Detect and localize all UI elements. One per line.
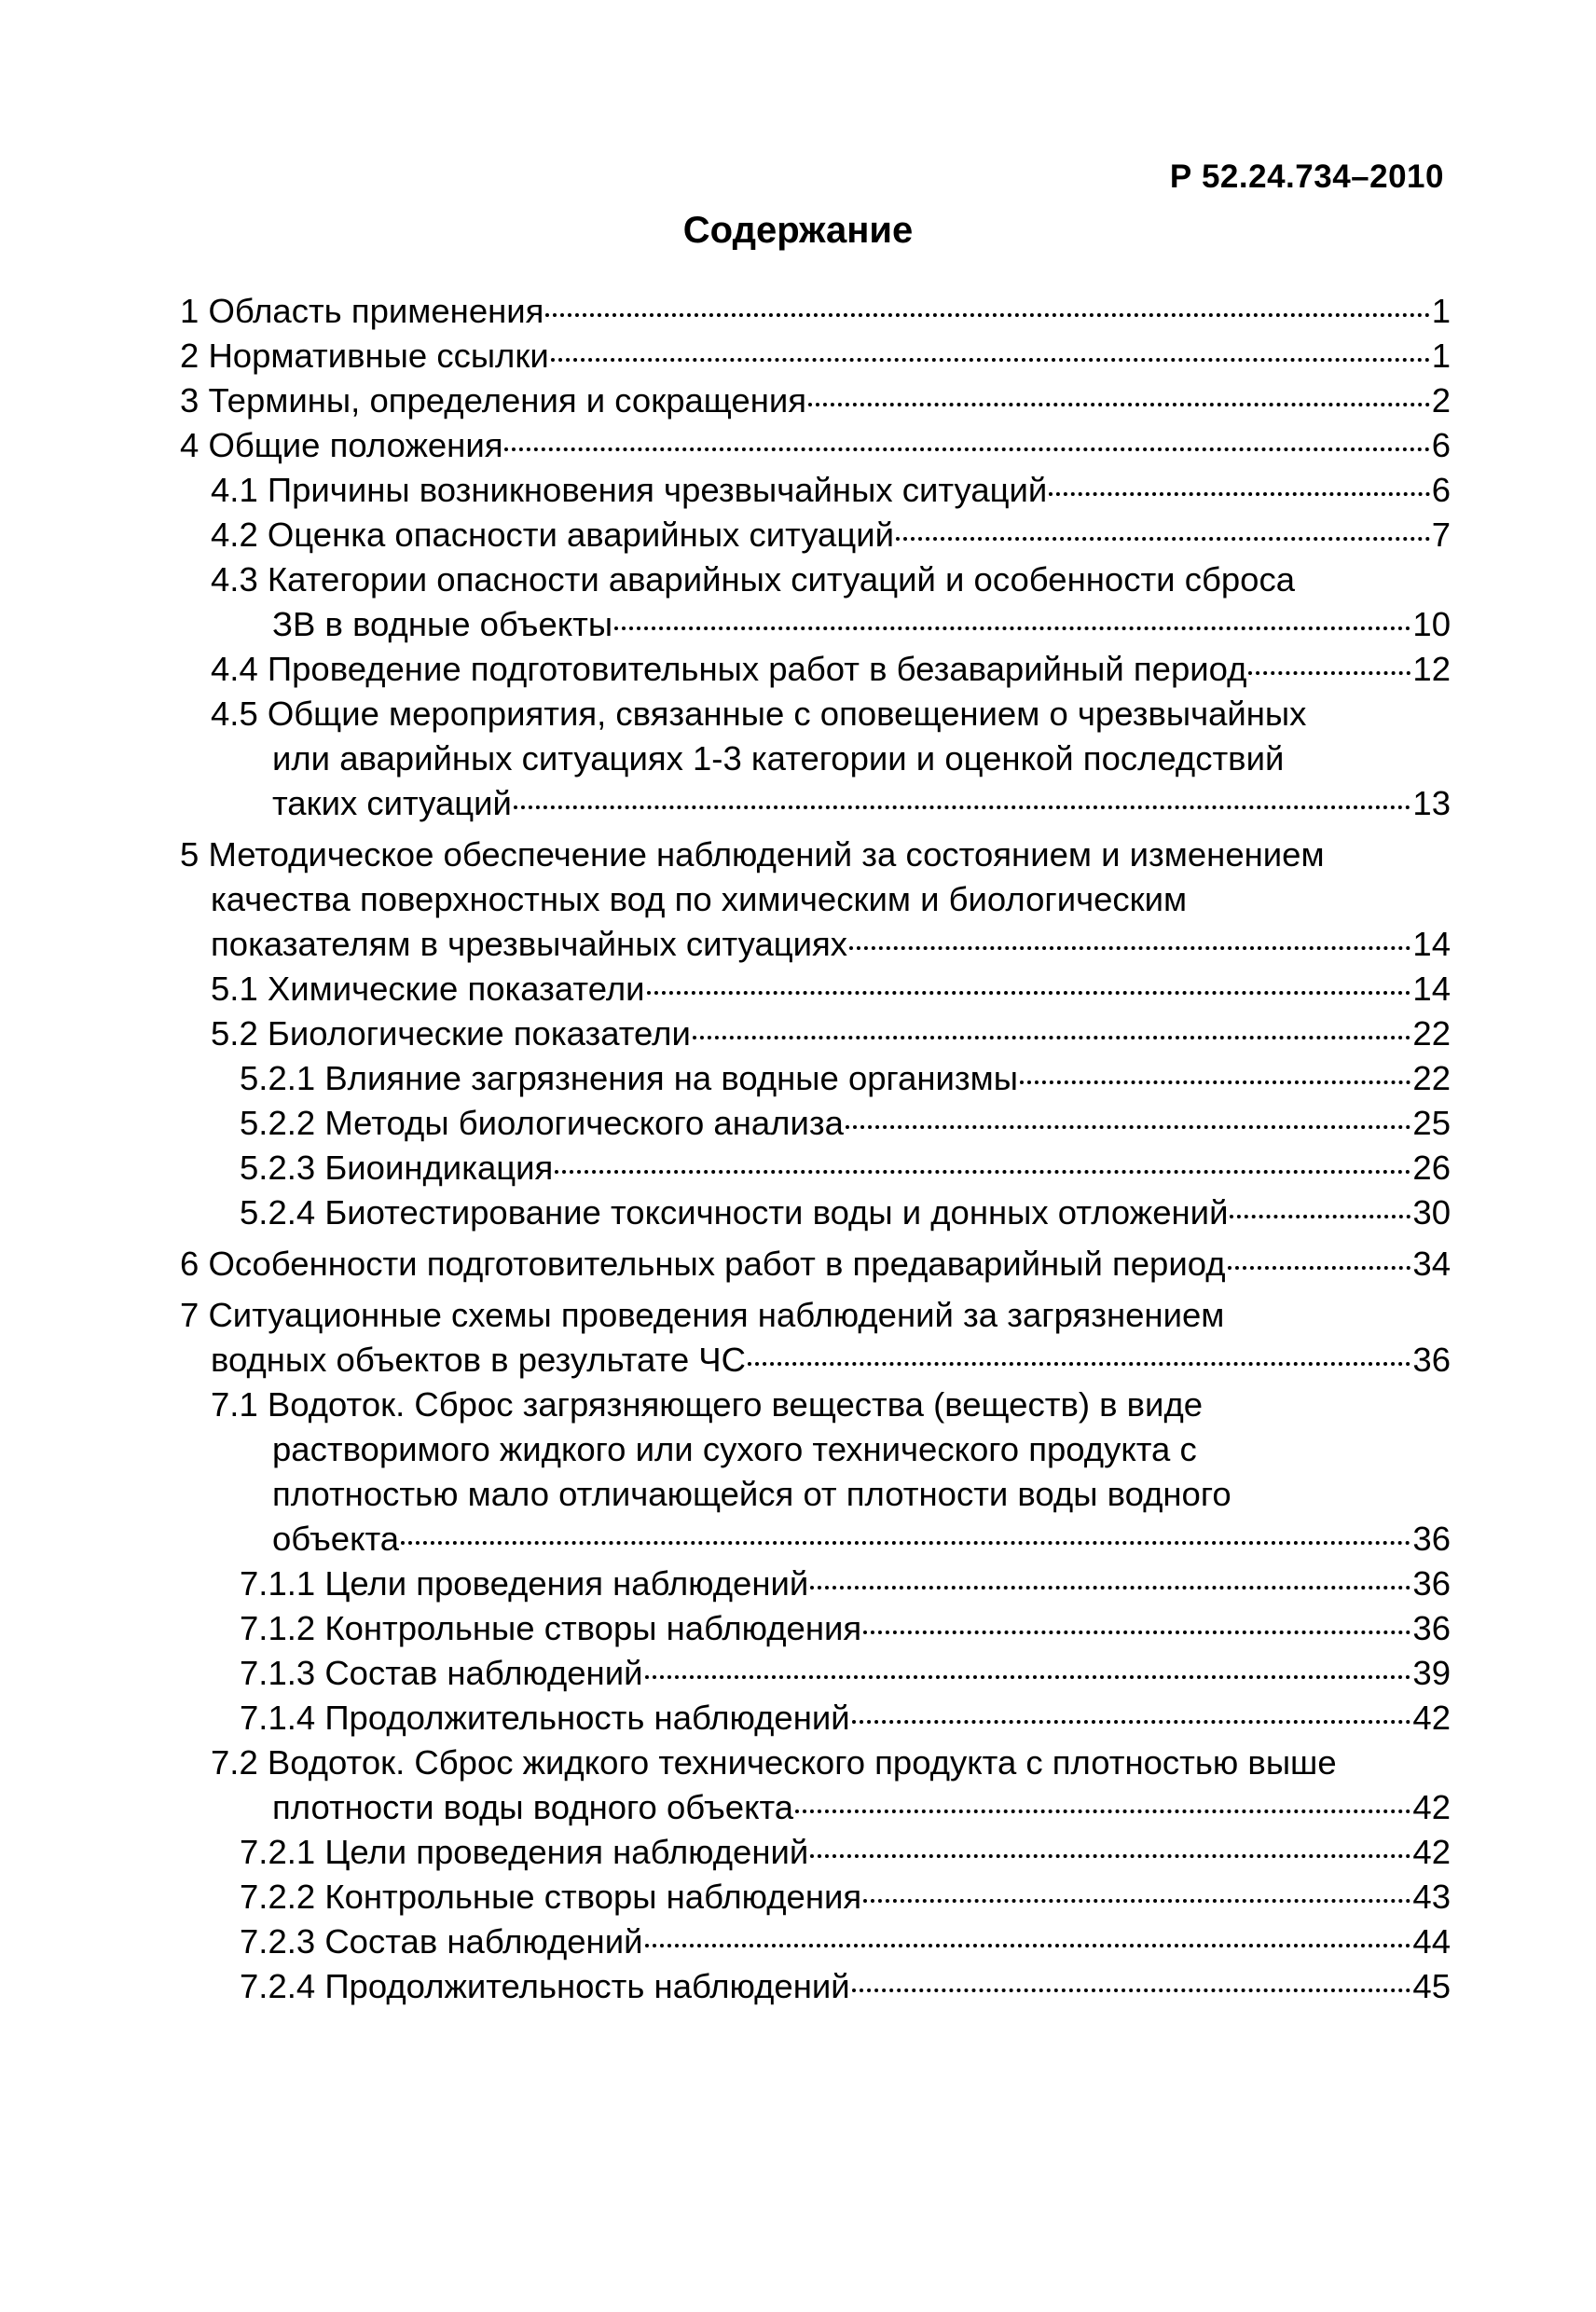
dot-leader — [810, 1853, 1410, 1858]
dot-leader — [846, 1124, 1411, 1129]
toc-entry-text: 7.1 Водоток. Сброс загрязняющего вещества (веществ) в виде — [211, 1385, 1204, 1424]
dot-leader — [555, 1169, 1410, 1174]
toc-page-number: 14 — [1412, 925, 1451, 963]
toc-entry[interactable] — [180, 1696, 1451, 1741]
toc-entry-text: 5 Методическое обеспечение наблюдений за состоянием и изменением — [180, 835, 1325, 874]
toc-page-number: 12 — [1412, 650, 1451, 688]
toc-entry-text: показателям в чрезвычайных ситуациях — [211, 925, 848, 963]
toc-entry[interactable] — [180, 513, 1451, 557]
toc-page-number: 36 — [1412, 1341, 1451, 1379]
toc-entry[interactable] — [180, 1562, 1451, 1606]
dot-leader — [852, 1719, 1411, 1724]
toc-entry-text: водных объектов в результате ЧС — [211, 1341, 746, 1379]
toc-page-number: 2 — [1431, 381, 1451, 420]
toc-entry[interactable] — [180, 1875, 1451, 1920]
toc-entry[interactable] — [180, 1190, 1451, 1235]
toc-page-number: 42 — [1412, 1699, 1451, 1737]
toc-entry[interactable] — [180, 557, 1451, 647]
toc-entry[interactable] — [180, 1101, 1451, 1146]
toc-entry[interactable] — [180, 1383, 1451, 1562]
dot-leader — [645, 1943, 1411, 1947]
toc-page-number: 36 — [1412, 1564, 1451, 1603]
toc-page-number: 13 — [1412, 784, 1451, 822]
toc-page-number: 36 — [1412, 1520, 1451, 1558]
dot-leader — [896, 536, 1430, 541]
toc-entry-text: объекта — [272, 1520, 400, 1558]
toc-entry-text: 5.2.3 Биоиндикация — [240, 1149, 554, 1187]
toc-entry-text: растворимого жидкого или сухого технического продукта с — [272, 1430, 1197, 1468]
dot-leader — [614, 626, 1410, 630]
toc-page-number: 22 — [1412, 1059, 1451, 1097]
toc-entry[interactable] — [180, 1741, 1451, 1830]
toc-entry-text: 2 Нормативные ссылки — [180, 337, 549, 375]
toc-page-number: 1 — [1431, 292, 1451, 330]
dot-leader — [647, 990, 1411, 995]
toc-page-number: 42 — [1412, 1833, 1451, 1871]
dot-leader — [645, 1674, 1411, 1679]
toc-entry-text: 5.2.4 Биотестирование токсичности воды и донных отложений — [240, 1193, 1229, 1232]
toc-page-number: 14 — [1412, 970, 1451, 1008]
dot-leader — [693, 1035, 1411, 1039]
page-title: Содержание — [682, 210, 914, 251]
toc-entry[interactable] — [180, 1056, 1451, 1101]
toc-entry-text: 4.4 Проведение подготовительных работ в безаварийный период — [211, 650, 1247, 688]
toc-page-number: 45 — [1412, 1967, 1451, 2005]
toc-entry-text: 5.1 Химические показатели — [211, 970, 645, 1008]
toc-page-number: 6 — [1431, 426, 1451, 464]
dot-leader — [401, 1540, 1410, 1545]
toc-entry-text: 7.1.1 Цели проведения наблюдений — [240, 1564, 809, 1603]
toc-entry-text: 4.2 Оценка опасности аварийных ситуаций — [211, 516, 895, 554]
toc-entry-text: 6 Особенности подготовительных работ в предаварийный период — [180, 1245, 1226, 1283]
toc-page-number: 39 — [1412, 1654, 1451, 1692]
toc-entry-text: 5.2.1 Влияние загрязнения на водные организмы — [240, 1059, 1018, 1097]
toc-entry[interactable] — [180, 423, 1451, 468]
toc-page-number: 7 — [1431, 516, 1451, 554]
toc-entry[interactable] — [180, 378, 1451, 423]
toc-entry[interactable] — [180, 1293, 1451, 1383]
dot-leader — [808, 402, 1430, 406]
toc-entry-text: 7.1.2 Контрольные створы наблюдения — [240, 1609, 862, 1647]
toc-entry[interactable] — [180, 289, 1451, 334]
toc-entry-text: 7.1.3 Состав наблюдений — [240, 1654, 643, 1692]
toc-page-number: 30 — [1412, 1193, 1451, 1232]
toc-entry-text: 4.1 Причины возникновения чрезвычайных ситуаций — [211, 471, 1048, 509]
dot-leader — [748, 1361, 1410, 1366]
dot-leader — [1248, 670, 1410, 675]
dot-leader — [810, 1585, 1410, 1590]
toc-entry-text: плотностью мало отличающейся от плотности воды водного — [272, 1475, 1231, 1513]
dot-leader — [1049, 491, 1429, 496]
table-of-contents — [180, 289, 1451, 2009]
dot-leader — [849, 945, 1410, 950]
dot-leader — [504, 447, 1429, 451]
dot-leader — [514, 805, 1410, 809]
toc-entry-text: 7.2.2 Контрольные створы наблюдения — [240, 1878, 862, 1916]
toc-entry-text: 1 Область применения — [180, 292, 544, 330]
toc-page-number: 42 — [1412, 1788, 1451, 1826]
toc-entry-text: или аварийных ситуациях 1-3 категории и оценкой последствий — [272, 739, 1285, 778]
toc-entry-text: 7 Ситуационные схемы проведения наблюдений за загрязнением — [180, 1296, 1225, 1334]
toc-entry[interactable] — [180, 833, 1451, 967]
toc-entry-text: 4 Общие положения — [180, 426, 503, 464]
toc-page-number: 10 — [1412, 605, 1451, 643]
toc-entry-text: 7.2.3 Состав наблюдений — [240, 1922, 643, 1961]
document-code: Р 52.24.734–2010 — [1169, 158, 1444, 195]
toc-entry[interactable] — [180, 1012, 1451, 1056]
toc-entry-text: плотности воды водного объекта — [272, 1788, 794, 1826]
toc-entry-text: 7.2.4 Продолжительность наблюдений — [240, 1967, 850, 2005]
toc-entry-text: 5.2.2 Методы биологического анализа — [240, 1104, 844, 1142]
toc-page-number: 1 — [1431, 337, 1451, 375]
toc-page-number: 36 — [1412, 1609, 1451, 1647]
toc-page-number: 22 — [1412, 1014, 1451, 1053]
toc-page-number: 25 — [1412, 1104, 1451, 1142]
dot-leader — [551, 357, 1430, 362]
toc-entry-text: качества поверхностных вод по химическим и биологическим — [211, 880, 1188, 918]
toc-page-number: 6 — [1431, 471, 1451, 509]
toc-entry[interactable] — [180, 1606, 1451, 1651]
toc-entry[interactable] — [180, 1146, 1451, 1190]
toc-entry-text: 3 Термины, определения и сокращения — [180, 381, 807, 420]
toc-entry-text: таких ситуаций — [272, 784, 512, 822]
dot-leader — [863, 1630, 1410, 1634]
dot-leader — [795, 1809, 1410, 1813]
toc-entry[interactable] — [180, 1830, 1451, 1875]
toc-entry[interactable] — [180, 692, 1451, 826]
dot-leader — [863, 1898, 1410, 1903]
toc-entry[interactable] — [180, 967, 1451, 1012]
toc-entry[interactable] — [180, 1242, 1451, 1287]
toc-page-number: 34 — [1412, 1245, 1451, 1283]
toc-entry-text: 4.5 Общие мероприятия, связанные с оповещением о чрезвычайных — [211, 695, 1307, 733]
dot-leader — [1228, 1265, 1411, 1270]
dot-leader — [1230, 1214, 1410, 1218]
toc-entry[interactable] — [180, 1651, 1451, 1696]
toc-entry-text: 4.3 Категории опасности аварийных ситуаций и особенности сброса — [211, 560, 1296, 599]
toc-entry[interactable] — [180, 647, 1451, 692]
toc-entry-text: 7.2.1 Цели проведения наблюдений — [240, 1833, 809, 1871]
toc-entry-text: ЗВ в водные объекты — [272, 605, 613, 643]
toc-entry[interactable] — [180, 468, 1451, 513]
toc-page-number: 44 — [1412, 1922, 1451, 1961]
toc-entry[interactable] — [180, 334, 1451, 378]
toc-entry-text: 7.1.4 Продолжительность наблюдений — [240, 1699, 850, 1737]
dot-leader — [545, 312, 1429, 317]
toc-entry-text: 5.2 Биологические показатели — [211, 1014, 691, 1053]
toc-entry[interactable] — [180, 1964, 1451, 2009]
toc-entry-text: 7.2 Водоток. Сброс жидкого технического продукта с плотностью выше — [211, 1743, 1337, 1782]
toc-page-number: 43 — [1412, 1878, 1451, 1916]
dot-leader — [1020, 1080, 1410, 1084]
dot-leader — [852, 1988, 1411, 1992]
toc-entry[interactable] — [180, 1920, 1451, 1964]
toc-page-number: 26 — [1412, 1149, 1451, 1187]
